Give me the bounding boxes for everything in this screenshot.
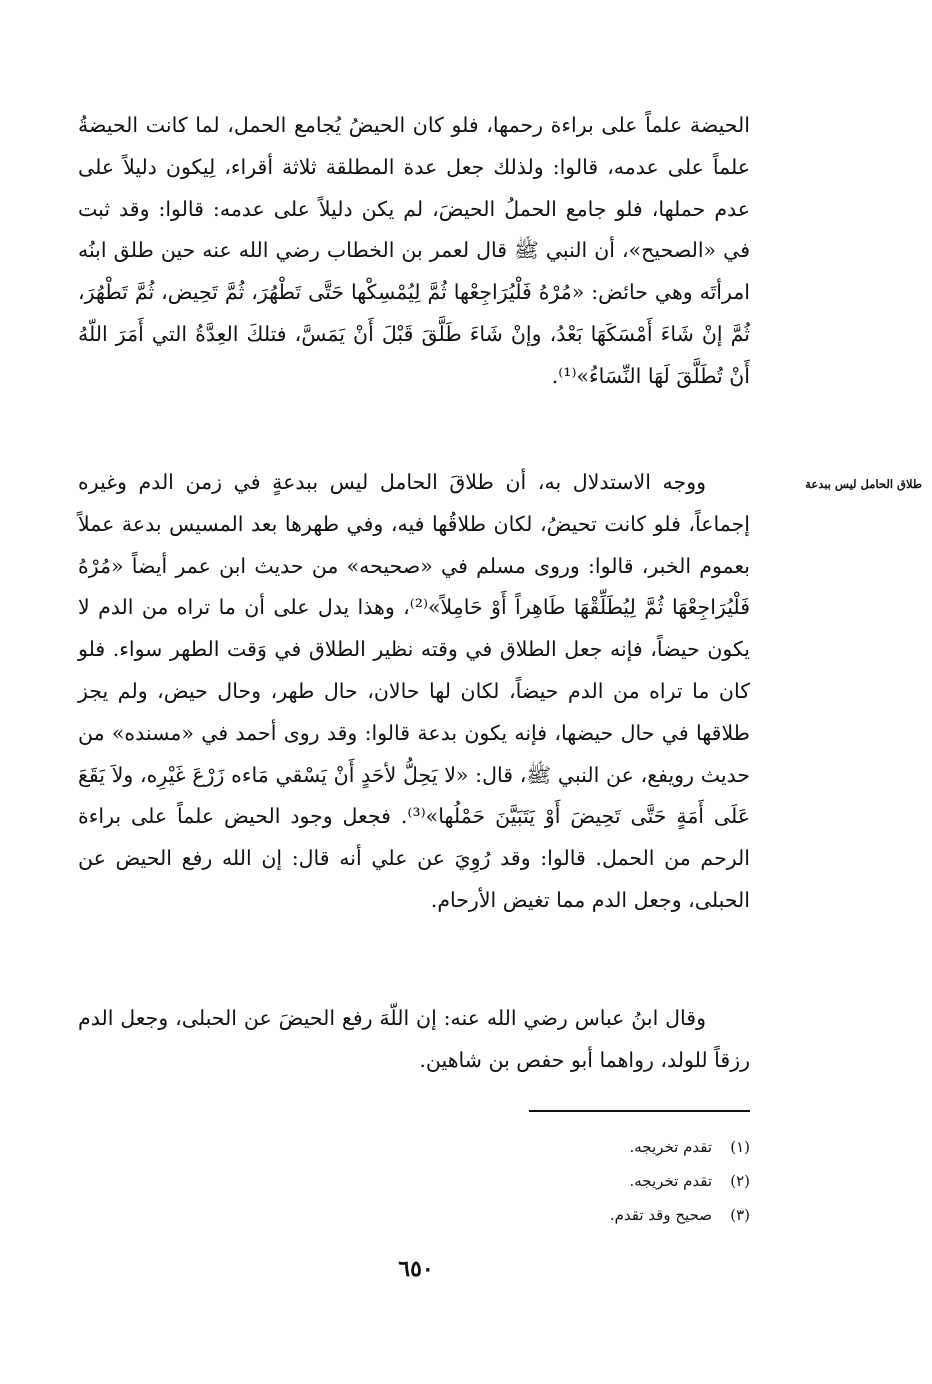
footnote-number: (١): [730, 1138, 750, 1156]
footnote-text: صحيح وقد تقدم.: [609, 1206, 712, 1224]
footnote-item: [430, 1198, 750, 1232]
paragraph-2-text: ووجه الاستدلال به، أن طلاقَ الحامل ليس ببدعةٍ في زمن الدم وغيره إجماعاً، فلو كانت تحيضُ، لكان طلاقُها فيه، وفي طهرها بعد المسيس بدعة عملاً بعموم الخبر، قالوا: وروى مسلم في «صحيحه» من حديث ابن عمر أيضاً «مُرْهُ فَلْيُرَاجِعْهَا ثُمَّ لِيُطَلِّقْهَا طَاهِراً أَوْ حَامِلاً»⁽²⁾، وهذا يدل على أن ما تراه من الدم لا يكون حيضاً، فإنه جعل الطلاق في وقته نظير الطلاق في وَقت الطهر سواء. فلو كان ما تراه من الدم حيضاً، لكان لها حالان، حال طهر، وحال حيض، ولم يجز طلاقها في حال حيضها، فإنه يكون بدعة قالوا: وقد روى أحمد في «مسنده» من حديث رويفع، عن النبي ﷺ، قال: «لا يَحِلُّ لأحَدٍ أَنْ يَسْقي مَاءه زَرْعَ غَيْرِه، ولاَ يَقَعَ عَلَى أَمَةٍ حَتَّى تَحِيضَ أَوْ يَتَبَيَّنَ حَمْلُها»⁽³⁾. فجعل وجود الحيض علماً على براءة الرحم من الحمل. قالوا: وقد رُوِيَ عن علي أنه قال: إن الله رفع الحيض عن الحبلى، وجعل الدم مما تغيض الأرحام.: [78, 470, 750, 912]
footnote-text: تقدم تخريجه.: [629, 1138, 712, 1156]
footnotes: [430, 1130, 750, 1232]
paragraph-3-text: وقال ابنُ عباس رضي الله عنه: إن اللّهَ رفع الحيضَ عن الحبلى، وجعل الدم رزقاً للولد، رواهما أبو حفص بن شاهين.: [78, 1006, 750, 1072]
paragraph-3: [78, 998, 750, 1082]
paragraph-1-text: الحيضة علماً على براءة رحمها، فلو كان الحيضُ يُجامع الحمل، لما كانت الحيضةُ علماً على عدمه، قالوا: ولذلك جعل عدة المطلقة ثلاثة أقراء، لِيكون دليلاً على عدم حملها، فلو جامع الحملُ الحيضَ، لم يكن دليلاً على عدمه: قالوا: وقد ثبت في «الصحيح»، أن النبي ﷺ قال لعمر بن الخطاب رضي الله عنه حين طلق ابنُه امرأتَه وهي حائض: «مُرْهُ فَلْيُرَاجِعْها ثُمَّ لِيُمْسِكْها حَتَّى تَطْهُرَ، ثُمَّ تَحِيض، ثُمَّ تَطْهُرَ، ثُمَّ إنْ شَاءَ أَمْسَكَهَا بَعْدُ، وإنْ شَاءَ طَلَّقَ قَبْلَ أَنْ يَمَسَّ، فتلكَ العِدَّةُ التي أَمَرَ اللّهُ أَنْ تُطَلَّقَ لَهَا النِّسَاءُ»⁽¹⁾.: [78, 113, 750, 388]
footnote-number: (٢): [730, 1172, 750, 1190]
paragraph-continued: [78, 105, 750, 398]
margin-note: طلاق الحامل ليس ببدعة: [805, 477, 922, 491]
footnote-number: (٣): [730, 1206, 750, 1224]
footnote-text: تقدم تخريجه.: [629, 1172, 712, 1190]
footnote-separator: [529, 1110, 750, 1112]
footnote-item: [430, 1164, 750, 1198]
paragraph-2: [78, 462, 750, 922]
footnote-item: [430, 1130, 750, 1164]
page-number: ٦٥٠: [398, 1256, 434, 1282]
